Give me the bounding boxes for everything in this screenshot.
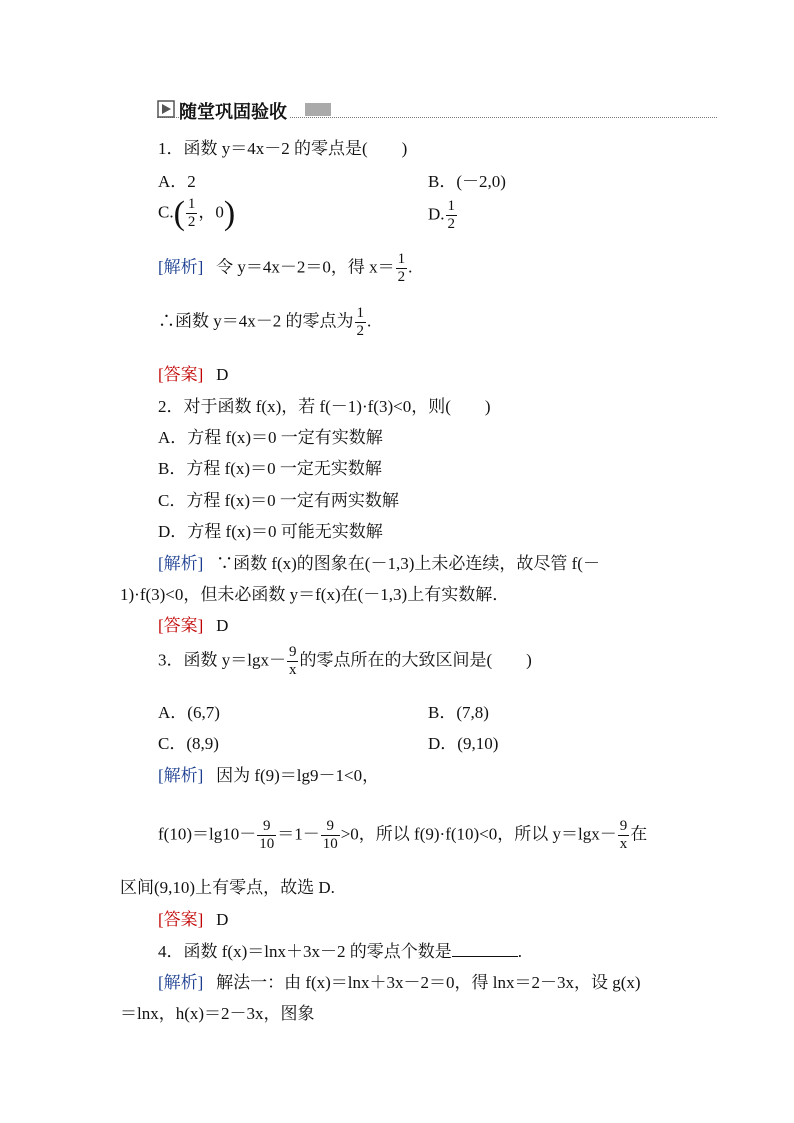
q3-stem-text: 3．函数 y＝lgx－ bbox=[158, 650, 286, 670]
q2-option-d: D．方程 f(x)＝0 可能无实数解 bbox=[158, 522, 383, 541]
q3-option-c: C．(8,9) bbox=[158, 734, 219, 753]
q3-stem bbox=[158, 644, 532, 680]
q1-option-c-suffix: ，0 bbox=[198, 202, 224, 222]
q3-l2-text-b: ＝1－ bbox=[277, 824, 320, 844]
analysis-label: [解析] bbox=[158, 257, 204, 277]
q1-option-b: B．(－2,0) bbox=[428, 172, 506, 191]
frac-denominator: x bbox=[619, 836, 628, 853]
q1-option-c-prefix: C. bbox=[158, 202, 174, 222]
q1-option-d bbox=[428, 198, 458, 234]
section-header bbox=[157, 98, 717, 123]
play-arrow-icon bbox=[157, 100, 175, 118]
q1-conclusion-fraction bbox=[355, 305, 367, 341]
q1-option-d-prefix: D. bbox=[428, 204, 445, 224]
q3-option-b: B．(7,8) bbox=[428, 703, 489, 722]
frac-numerator: 1 bbox=[355, 305, 367, 323]
q4-stem-end: . bbox=[517, 942, 522, 961]
q3-answer bbox=[158, 905, 228, 930]
q3-option-a: A．(6,7) bbox=[158, 703, 220, 722]
analysis-label: [解析] bbox=[158, 554, 204, 573]
q1-analysis bbox=[158, 251, 412, 287]
q2-answer-value: D bbox=[216, 616, 229, 635]
frac-denominator: x bbox=[288, 662, 297, 679]
q3-l2-text-a: f(10)＝lg10－ bbox=[158, 824, 257, 844]
q2-option-a: A．方程 f(x)＝0 一定有实数解 bbox=[158, 428, 383, 447]
q2-analysis bbox=[158, 549, 600, 574]
q1-conclusion-text: ∴函数 y＝4x－2 的零点为 bbox=[158, 311, 354, 331]
frac-numerator: 1 bbox=[446, 198, 458, 216]
q4-analysis-line2: ＝lnx，h(x)＝2－3x，图象 bbox=[120, 1004, 315, 1023]
frac-numerator: 9 bbox=[287, 644, 299, 662]
q1-answer-value: D bbox=[216, 365, 229, 384]
answer-label: [答案] bbox=[158, 365, 204, 384]
answer-label: [答案] bbox=[158, 910, 204, 929]
q3-l2-fraction-3 bbox=[618, 818, 630, 854]
q1-option-c-fraction bbox=[186, 196, 198, 232]
q1-answer bbox=[158, 360, 228, 385]
q3-analysis-line1: 因为 f(9)＝lg9－1<0， bbox=[216, 766, 380, 785]
frac-numerator: 1 bbox=[396, 251, 408, 269]
q1-option-c bbox=[158, 196, 235, 232]
frac-denominator: 2 bbox=[356, 323, 364, 340]
q1-analysis-fraction bbox=[396, 251, 408, 287]
q2-analysis-line1: ∵函数 f(x)的图象在(－1,3)上未必连续，故尽管 f(－ bbox=[216, 554, 600, 573]
q1-conclusion-end: . bbox=[367, 311, 372, 331]
frac-denominator: 10 bbox=[322, 836, 338, 853]
frac-numerator: 1 bbox=[186, 196, 198, 214]
q3-stem-end: 的零点所在的大致区间是( ) bbox=[299, 650, 532, 670]
section-title: 随堂巩固验收 bbox=[179, 98, 289, 124]
q4-analysis-line1: 解法一：由 f(x)＝lnx＋3x－2＝0，得 lnx＝2－3x，设 g(x) bbox=[216, 973, 641, 992]
analysis-label: [解析] bbox=[158, 766, 204, 785]
q3-option-d: D．(9,10) bbox=[428, 734, 499, 753]
q3-stem-fraction bbox=[287, 644, 299, 680]
frac-denominator: 2 bbox=[447, 216, 456, 233]
q4-analysis bbox=[158, 968, 641, 993]
frac-denominator: 10 bbox=[259, 836, 275, 853]
answer-blank bbox=[452, 942, 518, 957]
q3-l2-fraction-1 bbox=[257, 818, 276, 854]
q1-conclusion bbox=[158, 305, 371, 341]
q3-l2-text-c: >0，所以 f(9)·f(10)<0，所以 y＝lgx－ bbox=[340, 824, 617, 844]
q3-analysis-line2 bbox=[158, 818, 647, 854]
right-paren: ) bbox=[223, 194, 236, 232]
header-decoration bbox=[305, 103, 331, 116]
q3-analysis bbox=[158, 761, 379, 786]
q3-analysis-line3: 区间(9,10)上有零点，故选 D. bbox=[120, 878, 335, 897]
q2-option-c: C．方程 f(x)＝0 一定有两实数解 bbox=[158, 491, 399, 510]
q3-l2-text-d: 在 bbox=[630, 824, 648, 844]
left-paren: ( bbox=[173, 194, 185, 232]
q2-option-b: B．方程 f(x)＝0 一定无实数解 bbox=[158, 459, 382, 478]
q3-l2-fraction-2 bbox=[321, 818, 340, 854]
frac-numerator: 9 bbox=[257, 818, 276, 836]
q4-stem bbox=[158, 937, 522, 962]
q1-analysis-end: . bbox=[408, 257, 413, 277]
q4-stem-text: 4．函数 f(x)＝lnx＋3x－2 的零点个数是 bbox=[158, 942, 452, 961]
q1-option-a: A．2 bbox=[158, 172, 196, 191]
frac-numerator: 9 bbox=[618, 818, 630, 836]
frac-denominator: 2 bbox=[397, 269, 406, 286]
q2-stem: 2．对于函数 f(x)，若 f(－1)·f(3)<0，则( ) bbox=[158, 397, 491, 416]
q1-analysis-text: 令 y＝4x－2＝0，得 x＝ bbox=[216, 257, 395, 277]
q1-option-d-fraction bbox=[446, 198, 458, 234]
frac-denominator: 2 bbox=[187, 214, 196, 231]
analysis-label: [解析] bbox=[158, 973, 204, 992]
q1-stem: 1．函数 y＝4x－2 的零点是( ) bbox=[158, 139, 408, 158]
frac-numerator: 9 bbox=[321, 818, 340, 836]
answer-label: [答案] bbox=[158, 616, 204, 635]
q2-analysis-line2: 1)·f(3)<0，但未必函数 y＝f(x)在(－1,3)上有实数解． bbox=[120, 585, 510, 604]
q3-answer-value: D bbox=[216, 910, 229, 929]
q2-answer bbox=[158, 611, 228, 636]
